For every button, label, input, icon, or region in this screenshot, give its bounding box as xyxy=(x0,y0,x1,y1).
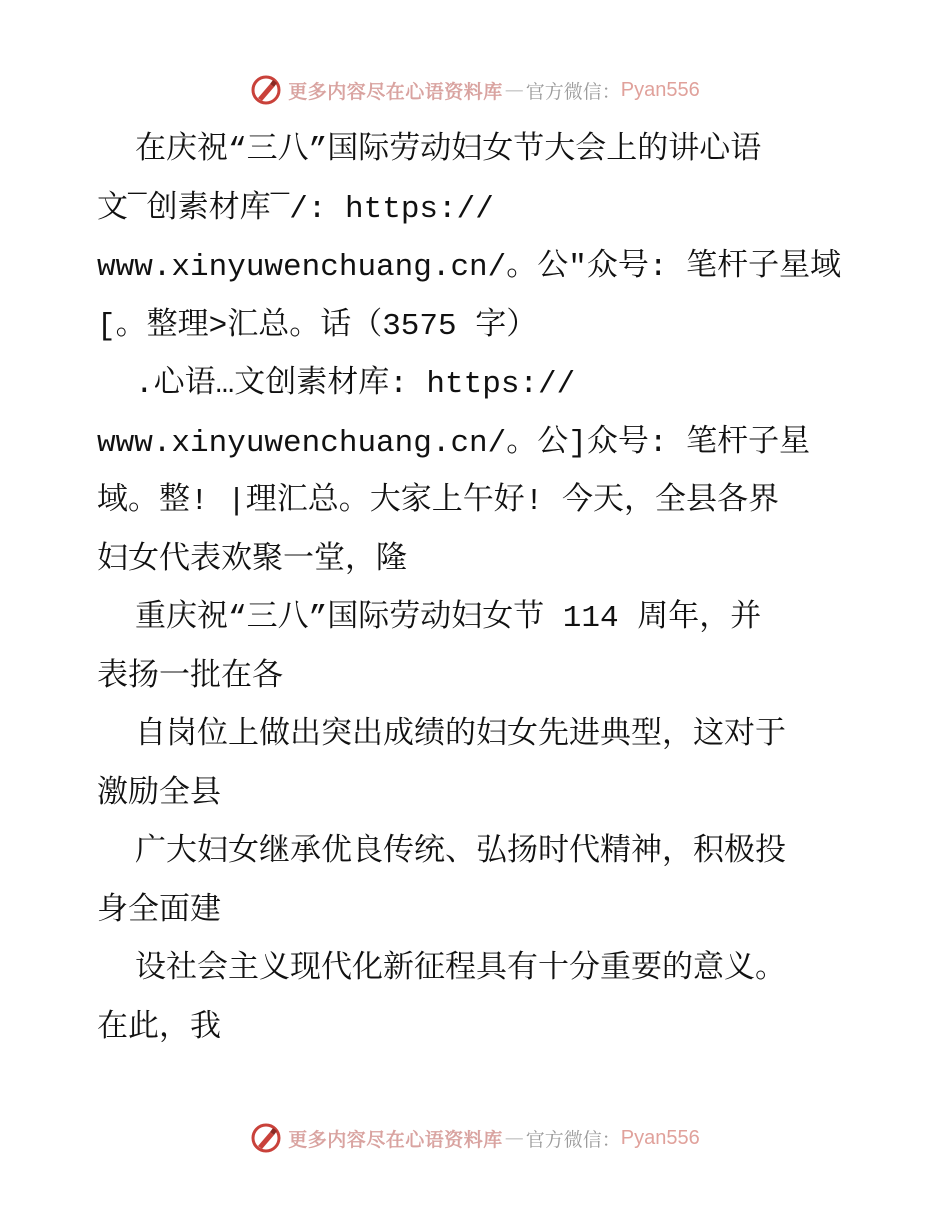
text-line: 自岗位上做出突出成绩的妇女先进典型，这对于 xyxy=(135,718,786,753)
banner-wechat-id: Pyan556 xyxy=(620,1126,700,1149)
text-line: www.xinyuwenchuang.cn/。公]众号: 笔杆子星 xyxy=(97,425,811,461)
text-line: [。整理>汇总。话（3575 字） xyxy=(97,308,538,344)
banner-wechat-id: Pyan556 xyxy=(620,78,700,101)
banner-wechat-label: 官方微信： xyxy=(525,80,621,103)
text-line: 域。整! |理汇总。大家上午好! 今天，全县各界 xyxy=(97,484,780,519)
footer-watermark-banner xyxy=(0,1118,950,1158)
text-line: 激励全县 xyxy=(97,776,221,812)
text-line: 重庆祝“三八”国际劳动妇女节 114 周年，并 xyxy=(135,601,762,636)
text-line: 妇女代表欢聚一堂，隆 xyxy=(97,542,407,578)
banner-title: 更多内容尽在心语资料库 xyxy=(288,80,503,103)
banner-title: 更多内容尽在心语资料库 xyxy=(288,1128,503,1151)
text-line: 文¯创素材库¯/: https:// xyxy=(97,191,494,227)
text-line: 设社会主义现代化新征程具有十分重要的意义。 xyxy=(135,952,786,987)
text-line: .心语…文创素材库: https:// xyxy=(135,367,576,402)
text-line: www.xinyuwenchuang.cn/。公"众号: 笔杆子星域 xyxy=(97,250,842,285)
text-line: 身全面建 xyxy=(97,893,221,929)
text-line: 在此，我 xyxy=(97,1010,221,1046)
text-line: 表扬一批在各 xyxy=(97,659,283,695)
document-body xyxy=(97,122,867,1058)
banner-dash: — xyxy=(504,1127,524,1149)
text-line: 在庆祝“三八”国际劳动妇女节大会上的讲心语 xyxy=(135,133,762,168)
pen-logo-icon xyxy=(250,1122,282,1154)
header-watermark-banner xyxy=(0,70,950,110)
banner-wechat-label: 官方微信： xyxy=(525,1128,621,1151)
text-line: 广大妇女继承优良传统、弘扬时代精神，积极投 xyxy=(135,835,786,870)
banner-dash: — xyxy=(504,79,524,101)
pen-logo-icon xyxy=(250,74,282,106)
